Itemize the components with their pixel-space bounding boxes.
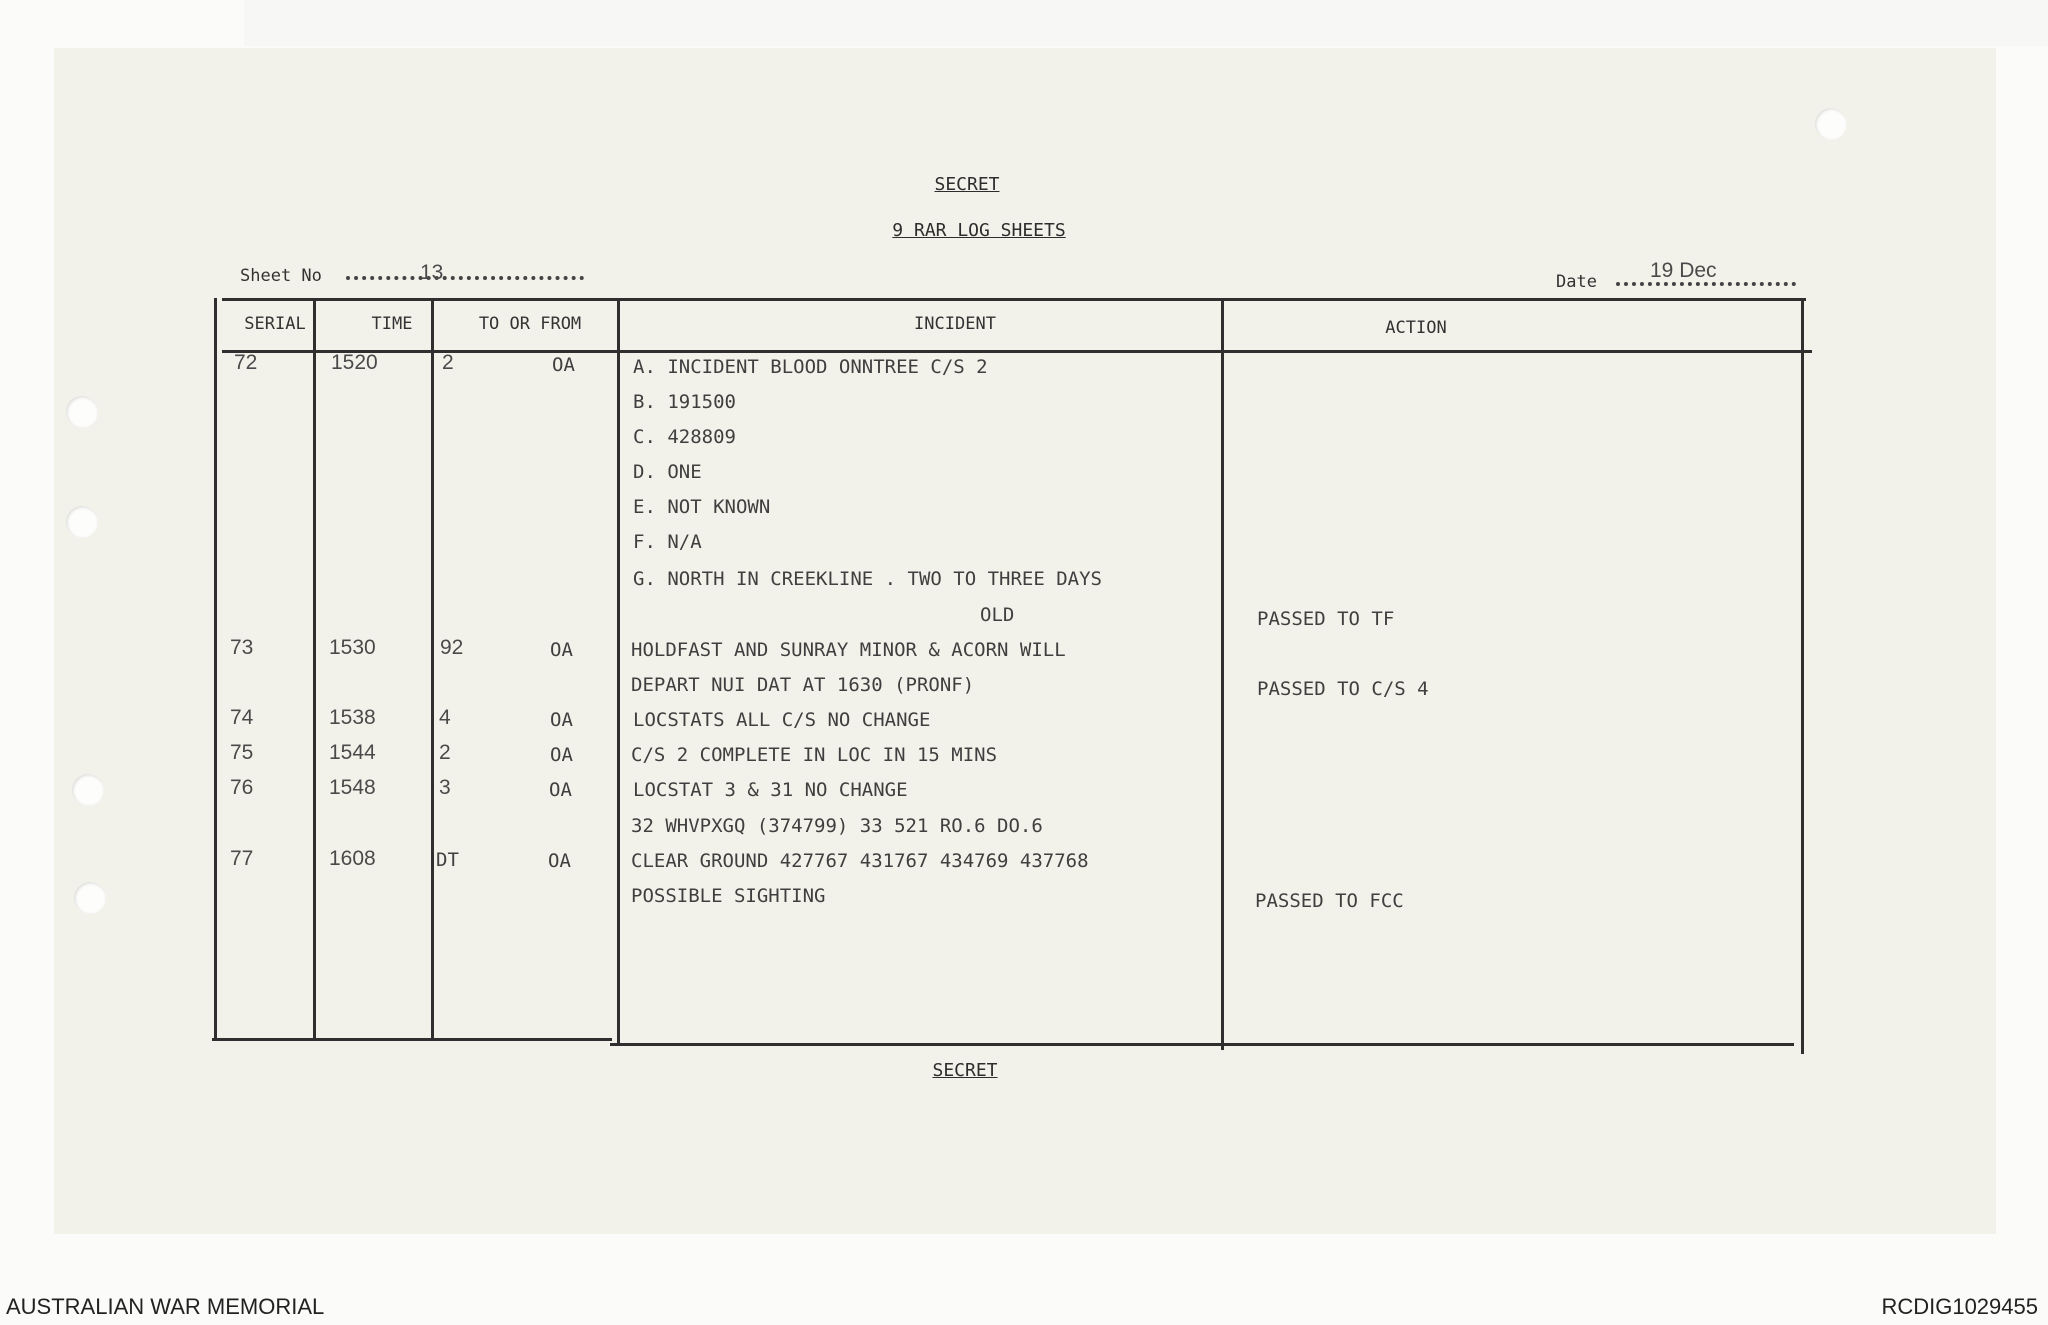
scan-top-strip xyxy=(244,0,2048,46)
column-header-action: ACTION xyxy=(1385,318,1447,338)
column-divider xyxy=(1221,298,1224,1050)
column-header-incident: INCIDENT xyxy=(914,314,996,334)
time-cell: 1548 xyxy=(329,776,376,799)
date-label: Date xyxy=(1556,272,1597,292)
to-cell: 3 xyxy=(439,776,451,799)
incident-line: LOCSTAT 3 & 31 NO CHANGE xyxy=(633,779,908,801)
column-divider xyxy=(431,298,434,1040)
column-divider xyxy=(617,298,620,1044)
to-cell: 92 xyxy=(440,636,464,659)
table-border-top xyxy=(222,298,1806,301)
incident-line: POSSIBLE SIGHTING xyxy=(631,885,826,907)
time-cell: 1544 xyxy=(329,741,376,764)
from-cell: OA xyxy=(550,639,573,661)
time-cell: 1538 xyxy=(329,706,376,729)
sheet-no-value: 13 xyxy=(420,261,444,284)
serial-cell: 75 xyxy=(230,741,254,764)
incident-line: DEPART NUI DAT AT 1630 (PRONF) xyxy=(631,674,975,696)
serial-cell: 76 xyxy=(230,776,254,799)
from-cell: OA xyxy=(550,744,573,766)
punch-hole xyxy=(1815,108,1847,140)
incident-line: C. 428809 xyxy=(633,426,736,448)
punch-hole xyxy=(66,396,98,428)
to-cell: DT xyxy=(436,849,459,871)
column-divider xyxy=(313,298,316,1040)
incident-line: A. INCIDENT BLOOD ONNTREE C/S 2 xyxy=(633,356,988,378)
sheet-no-label: Sheet No xyxy=(240,266,322,286)
to-cell: 4 xyxy=(439,706,451,729)
serial-cell: 73 xyxy=(230,636,254,659)
table-border-bottom xyxy=(212,1038,612,1041)
action-line: PASSED TO C/S 4 xyxy=(1257,678,1429,700)
classification-top: SECRET xyxy=(934,174,1000,195)
punch-hole xyxy=(74,882,106,914)
incident-line: C/S 2 COMPLETE IN LOC IN 15 MINS xyxy=(631,744,998,766)
header-divider xyxy=(222,350,1812,353)
punch-hole xyxy=(66,506,98,538)
column-header-serial: SERIAL xyxy=(244,314,306,334)
incident-line: HOLDFAST AND SUNRAY MINOR & ACORN WILL xyxy=(631,639,1066,661)
from-cell: OA xyxy=(550,709,573,731)
date-dotted-line xyxy=(1616,282,1796,286)
action-line: PASSED TO FCC xyxy=(1255,890,1404,912)
punch-hole xyxy=(72,774,104,806)
time-cell: 1530 xyxy=(329,636,376,659)
table-border-left xyxy=(214,298,217,1040)
incident-line: D. ONE xyxy=(633,461,702,483)
column-header-time: TIME xyxy=(371,314,413,334)
to-cell: 2 xyxy=(439,741,451,764)
page-title: 9 RAR LOG SHEETS xyxy=(892,220,1066,241)
serial-cell: 72 xyxy=(234,351,258,374)
record-id-label: RCDIG1029455 xyxy=(1881,1294,2038,1319)
incident-line: LOCSTATS ALL C/S NO CHANGE xyxy=(633,709,931,731)
from-cell: OA xyxy=(548,850,571,872)
serial-cell: 74 xyxy=(230,706,254,729)
incident-line: E. NOT KNOWN xyxy=(633,496,771,518)
classification-bottom: SECRET xyxy=(932,1060,998,1081)
incident-line: 32 WHVPXGQ (374799) 33 521 RO.6 DO.6 xyxy=(631,815,1043,837)
action-line: PASSED TO TF xyxy=(1257,608,1395,630)
to-cell: 2 xyxy=(442,351,454,374)
incident-line: F. N/A xyxy=(633,531,702,553)
incident-line: B. 191500 xyxy=(633,391,736,413)
column-header-to-or-from: TO OR FROM xyxy=(478,314,582,334)
incident-line: G. NORTH IN CREEKLINE . TWO TO THREE DAYS xyxy=(633,568,1102,590)
time-cell: 1608 xyxy=(329,847,376,870)
incident-line: CLEAR GROUND 427767 431767 434769 437768 xyxy=(631,850,1089,872)
time-cell: 1520 xyxy=(331,351,378,374)
from-cell: OA xyxy=(549,779,572,801)
sheet-no-dotted-line xyxy=(346,276,584,280)
serial-cell: 77 xyxy=(230,847,254,870)
from-cell: OA xyxy=(552,354,575,376)
table-border-bottom xyxy=(610,1043,1794,1046)
archive-source-label: AUSTRALIAN WAR MEMORIAL xyxy=(6,1294,325,1319)
incident-line: OLD xyxy=(980,604,1015,626)
date-value: 19 Dec xyxy=(1650,259,1717,282)
table-border-right xyxy=(1801,298,1804,1054)
